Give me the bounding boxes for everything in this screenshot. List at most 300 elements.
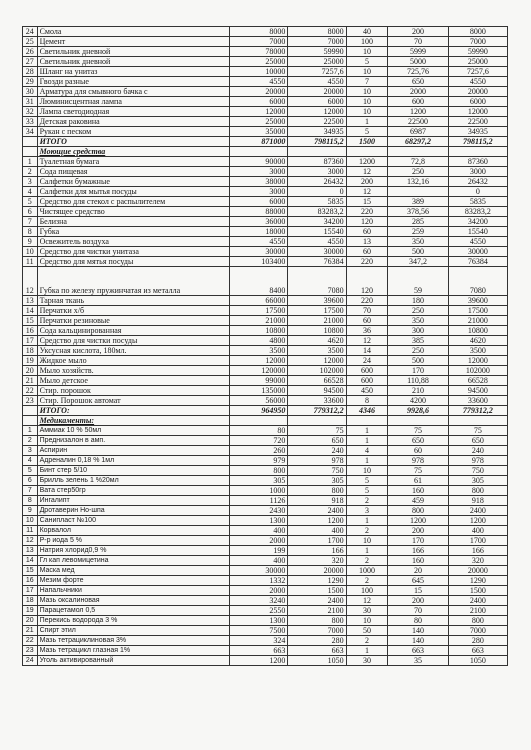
item-name: Уголь активированный: [37, 656, 230, 666]
value-cell: 30: [346, 606, 388, 616]
value-cell: 798115,2: [448, 137, 507, 147]
total-row: [23, 406, 508, 416]
value-cell: 1300: [230, 516, 288, 526]
value-cell: 18000: [230, 227, 288, 237]
value-cell: 12: [346, 187, 388, 197]
value-cell: 2000: [230, 536, 288, 546]
item-name: Маска мед: [37, 566, 230, 576]
value-cell: 6000: [448, 97, 507, 107]
row-number: 30: [23, 87, 38, 97]
table-row: [23, 526, 508, 536]
value-cell: 800: [448, 486, 507, 496]
value-cell: 75: [388, 466, 448, 476]
value-cell: 320: [448, 556, 507, 566]
section-number-cell: [23, 416, 38, 426]
value-cell: 12: [346, 167, 388, 177]
value-cell: 22500: [288, 117, 346, 127]
item-name: ИТОГО: [37, 137, 230, 147]
value-cell: 779312,2: [448, 406, 507, 416]
value-cell: 650: [448, 436, 507, 446]
value-cell: 2: [346, 636, 388, 646]
value-cell: 2100: [448, 606, 507, 616]
table-row: [23, 356, 508, 366]
value-cell: 871000: [230, 137, 288, 147]
value-cell: 6987: [388, 127, 448, 137]
value-cell: 60: [346, 227, 388, 237]
value-cell: 4550: [448, 77, 507, 87]
empty-cell: [346, 147, 388, 157]
value-cell: 20000: [448, 566, 507, 576]
value-cell: 135000: [230, 386, 288, 396]
value-cell: 7000: [230, 37, 288, 47]
item-name: Светильник дневной: [37, 47, 230, 57]
item-name: Санипласт №100: [37, 516, 230, 526]
value-cell: 978: [288, 456, 346, 466]
value-cell: 80: [388, 616, 448, 626]
value-cell: 39600: [448, 296, 507, 306]
row-number: 19: [23, 606, 38, 616]
value-cell: 21000: [448, 316, 507, 326]
value-cell: 800: [388, 506, 448, 516]
value-cell: 33600: [288, 396, 346, 406]
value-cell: 21000: [230, 316, 288, 326]
value-cell: 170: [388, 536, 448, 546]
value-cell: 15: [346, 197, 388, 207]
value-cell: 25000: [230, 57, 288, 67]
value-cell: 6000: [230, 197, 288, 207]
value-cell: 220: [346, 296, 388, 306]
value-cell: 132,16: [388, 177, 448, 187]
row-number: 15: [23, 316, 38, 326]
item-name: Мазь тетрациклиновая 3%: [37, 636, 230, 646]
row-number: 4: [23, 187, 38, 197]
table-row: [23, 626, 508, 636]
item-name: Люминисцентная лампа: [37, 97, 230, 107]
row-number: 15: [23, 566, 38, 576]
value-cell: 90000: [230, 157, 288, 167]
value-cell: 1200: [230, 656, 288, 666]
value-cell: 1: [346, 436, 388, 446]
value-cell: 1332: [230, 576, 288, 586]
item-name: Шланг на унитаз: [37, 67, 230, 77]
item-name: Средство для стекол с распылителем: [37, 197, 230, 207]
value-cell: 1700: [448, 536, 507, 546]
table-row: [23, 566, 508, 576]
row-number: 22: [23, 386, 38, 396]
value-cell: 59990: [448, 47, 507, 57]
value-cell: 8000: [230, 27, 288, 37]
value-cell: 800: [288, 486, 346, 496]
item-name: Арматура для смывного бачка с: [37, 87, 230, 97]
value-cell: 15540: [448, 227, 507, 237]
table-row: [23, 596, 508, 606]
value-cell: 240: [448, 446, 507, 456]
value-cell: 21000: [288, 316, 346, 326]
row-number: 24: [23, 27, 38, 37]
table-row: [23, 57, 508, 67]
value-cell: 30000: [230, 566, 288, 576]
value-cell: 800: [448, 616, 507, 626]
value-cell: 324: [230, 636, 288, 646]
row-number: 9: [23, 506, 38, 516]
row-number: 14: [23, 306, 38, 316]
value-cell: 38000: [230, 177, 288, 187]
table-body: [23, 27, 508, 666]
value-cell: 87360: [448, 157, 507, 167]
item-name: Губка по железу пружинчатая из металла: [37, 267, 230, 296]
value-cell: 3240: [230, 596, 288, 606]
value-cell: 75: [448, 426, 507, 436]
value-cell: 1500: [346, 137, 388, 147]
value-cell: 87360: [288, 157, 346, 167]
value-cell: 68297,2: [388, 137, 448, 147]
table-row: [23, 316, 508, 326]
item-name: Сода кальцинированная: [37, 326, 230, 336]
value-cell: 1200: [448, 516, 507, 526]
value-cell: 10000: [230, 67, 288, 77]
value-cell: 650: [288, 436, 346, 446]
value-cell: 12000: [288, 107, 346, 117]
value-cell: 9928,6: [388, 406, 448, 416]
row-number: 13: [23, 296, 38, 306]
table-row: [23, 257, 508, 267]
value-cell: 200: [346, 177, 388, 187]
value-cell: 12000: [230, 107, 288, 117]
value-cell: 210: [388, 386, 448, 396]
value-cell: 2000: [230, 586, 288, 596]
value-cell: 34200: [448, 217, 507, 227]
table-row: [23, 187, 508, 197]
value-cell: 66528: [448, 376, 507, 386]
item-name: Преднизалон в амп.: [37, 436, 230, 446]
value-cell: 400: [288, 526, 346, 536]
item-name: Уксусная кислота, 180мл.: [37, 346, 230, 356]
value-cell: 20000: [288, 566, 346, 576]
value-cell: 725,76: [388, 67, 448, 77]
value-cell: 60: [388, 446, 448, 456]
table-row: [23, 167, 508, 177]
value-cell: 250: [388, 346, 448, 356]
item-name: Стир. Порошок автомат: [37, 396, 230, 406]
value-cell: 140: [388, 636, 448, 646]
value-cell: 20000: [288, 87, 346, 97]
value-cell: 100: [346, 37, 388, 47]
value-cell: 4550: [288, 237, 346, 247]
value-cell: 7000: [288, 37, 346, 47]
item-name: Тарная ткань: [37, 296, 230, 306]
value-cell: 22500: [388, 117, 448, 127]
item-name: Р-р иода 5 %: [37, 536, 230, 546]
value-cell: 10: [346, 87, 388, 97]
value-cell: 964950: [230, 406, 288, 416]
item-name: Жидкое мыло: [37, 356, 230, 366]
row-number: [23, 406, 38, 416]
table-row: [23, 296, 508, 306]
value-cell: 34935: [288, 127, 346, 137]
value-cell: 50: [346, 626, 388, 636]
value-cell: 12000: [448, 107, 507, 117]
value-cell: 8000: [288, 27, 346, 37]
row-number: 33: [23, 117, 38, 127]
table-row: [23, 336, 508, 346]
value-cell: 1: [346, 546, 388, 556]
value-cell: 1300: [230, 616, 288, 626]
row-number: 16: [23, 576, 38, 586]
table-row: [23, 67, 508, 77]
empty-cell: [388, 147, 448, 157]
value-cell: 1050: [448, 656, 507, 666]
table-row: [23, 177, 508, 187]
table-row: [23, 606, 508, 616]
empty-cell: [288, 416, 346, 426]
row-number: [23, 137, 38, 147]
value-cell: 1: [346, 646, 388, 656]
value-cell: 120000: [230, 366, 288, 376]
row-number: 18: [23, 596, 38, 606]
value-cell: 10800: [230, 326, 288, 336]
value-cell: 720: [230, 436, 288, 446]
value-cell: 5: [346, 57, 388, 67]
row-number: 17: [23, 586, 38, 596]
row-number: 23: [23, 646, 38, 656]
value-cell: 10800: [288, 326, 346, 336]
table-row: [23, 436, 508, 446]
value-cell: 24: [346, 356, 388, 366]
row-number: 12: [23, 267, 38, 296]
inventory-sheet: [22, 26, 508, 666]
empty-cell: [230, 147, 288, 157]
table-row: [23, 157, 508, 167]
value-cell: 7080: [288, 267, 346, 296]
value-cell: 4550: [448, 237, 507, 247]
item-name: Белизна: [37, 217, 230, 227]
value-cell: 33600: [448, 396, 507, 406]
value-cell: 7257,6: [288, 67, 346, 77]
value-cell: 17500: [230, 306, 288, 316]
table-row: [23, 267, 508, 296]
value-cell: 4620: [288, 336, 346, 346]
row-number: 31: [23, 97, 38, 107]
value-cell: 15540: [288, 227, 346, 237]
value-cell: 26432: [448, 177, 507, 187]
value-cell: 663: [448, 646, 507, 656]
value-cell: 779312,2: [288, 406, 346, 416]
table-row: [23, 227, 508, 237]
value-cell: 918: [288, 496, 346, 506]
value-cell: 12000: [288, 356, 346, 366]
row-number: 20: [23, 616, 38, 626]
value-cell: 30000: [230, 247, 288, 257]
value-cell: 7000: [448, 37, 507, 47]
value-cell: 4620: [448, 336, 507, 346]
row-number: 9: [23, 237, 38, 247]
table-row: [23, 247, 508, 257]
value-cell: 4550: [230, 237, 288, 247]
item-name: Гвозди разные: [37, 77, 230, 87]
value-cell: 83283,2: [448, 207, 507, 217]
row-number: 20: [23, 366, 38, 376]
item-name: Мазь оксалиновая: [37, 596, 230, 606]
row-number: 34: [23, 127, 38, 137]
item-name: Корвалол: [37, 526, 230, 536]
value-cell: 1700: [288, 536, 346, 546]
row-number: 26: [23, 47, 38, 57]
value-cell: 120: [346, 217, 388, 227]
item-name: Парацетамол 0,5: [37, 606, 230, 616]
value-cell: 1000: [230, 486, 288, 496]
value-cell: 3000: [448, 167, 507, 177]
value-cell: 798115,2: [288, 137, 346, 147]
value-cell: 2550: [230, 606, 288, 616]
value-cell: 59990: [288, 47, 346, 57]
value-cell: 1000: [346, 566, 388, 576]
value-cell: 35000: [230, 127, 288, 137]
value-cell: 35: [388, 656, 448, 666]
item-name: Средство для мятья посуды: [37, 257, 230, 267]
table-row: [23, 306, 508, 316]
value-cell: 199: [230, 546, 288, 556]
value-cell: 120: [346, 267, 388, 296]
value-cell: 66000: [230, 296, 288, 306]
value-cell: 10: [346, 97, 388, 107]
item-name: Бинт стер 5/10: [37, 466, 230, 476]
row-number: 25: [23, 37, 38, 47]
value-cell: 220: [346, 207, 388, 217]
row-number: 32: [23, 107, 38, 117]
section-number-cell: [23, 147, 38, 157]
value-cell: 6000: [230, 97, 288, 107]
table-row: [23, 217, 508, 227]
value-cell: 1126: [230, 496, 288, 506]
value-cell: 305: [448, 476, 507, 486]
value-cell: 7080: [448, 267, 507, 296]
value-cell: 2: [346, 576, 388, 586]
value-cell: 5835: [288, 197, 346, 207]
row-number: 2: [23, 167, 38, 177]
row-number: 13: [23, 546, 38, 556]
item-name: Туалетная бумага: [37, 157, 230, 167]
value-cell: 600: [388, 97, 448, 107]
value-cell: 30000: [288, 247, 346, 257]
value-cell: 7257,6: [448, 67, 507, 77]
item-name: Перекись водорода 3 %: [37, 616, 230, 626]
value-cell: 30000: [448, 247, 507, 257]
value-cell: 305: [288, 476, 346, 486]
item-name: Губка: [37, 227, 230, 237]
value-cell: 3500: [288, 346, 346, 356]
value-cell: 60: [346, 247, 388, 257]
value-cell: 450: [346, 386, 388, 396]
table-row: [23, 426, 508, 436]
value-cell: 170: [388, 366, 448, 376]
value-cell: 978: [448, 456, 507, 466]
table-row: [23, 197, 508, 207]
row-number: 10: [23, 247, 38, 257]
value-cell: 25000: [230, 117, 288, 127]
value-cell: 160: [388, 556, 448, 566]
value-cell: 20000: [448, 87, 507, 97]
value-cell: 5835: [448, 197, 507, 207]
table-row: [23, 376, 508, 386]
empty-cell: [346, 416, 388, 426]
value-cell: 7: [346, 77, 388, 87]
item-name: Смола: [37, 27, 230, 37]
table-row: [23, 107, 508, 117]
row-number: 2: [23, 436, 38, 446]
value-cell: 25000: [288, 57, 346, 67]
item-name: ИТОГО:: [37, 406, 230, 416]
value-cell: 25000: [448, 57, 507, 67]
table-row: [23, 656, 508, 666]
item-name: Спирт этил: [37, 626, 230, 636]
table-row: [23, 386, 508, 396]
value-cell: 280: [448, 636, 507, 646]
row-number: 6: [23, 476, 38, 486]
value-cell: 350: [388, 237, 448, 247]
empty-cell: [448, 147, 507, 157]
row-number: 3: [23, 177, 38, 187]
table-row: [23, 207, 508, 217]
value-cell: 75: [288, 426, 346, 436]
value-cell: 4550: [288, 77, 346, 87]
value-cell: 600: [346, 376, 388, 386]
row-number: 5: [23, 466, 38, 476]
value-cell: 750: [448, 466, 507, 476]
value-cell: 66528: [288, 376, 346, 386]
section-header-row: [23, 147, 508, 157]
item-name: Вата стер50гр: [37, 486, 230, 496]
value-cell: 100: [346, 586, 388, 596]
item-name: Лампа светодиодная: [37, 107, 230, 117]
value-cell: 400: [448, 526, 507, 536]
item-name: Салфетки для мытья посуды: [37, 187, 230, 197]
value-cell: 2400: [448, 596, 507, 606]
value-cell: 40: [346, 27, 388, 37]
value-cell: 166: [388, 546, 448, 556]
value-cell: 5999: [388, 47, 448, 57]
value-cell: 663: [388, 646, 448, 656]
table-row: [23, 87, 508, 97]
value-cell: 1290: [288, 576, 346, 586]
value-cell: 8: [346, 396, 388, 406]
value-cell: 36: [346, 326, 388, 336]
value-cell: 2400: [448, 506, 507, 516]
value-cell: 7500: [230, 626, 288, 636]
value-cell: 140: [388, 626, 448, 636]
table-row: [23, 496, 508, 506]
value-cell: 1500: [448, 586, 507, 596]
row-number: 28: [23, 67, 38, 77]
row-number: 11: [23, 257, 38, 267]
value-cell: 3000: [288, 167, 346, 177]
value-cell: 0: [448, 187, 507, 197]
value-cell: 259: [388, 227, 448, 237]
value-cell: 2400: [288, 506, 346, 516]
row-number: 7: [23, 486, 38, 496]
row-number: 11: [23, 526, 38, 536]
value-cell: 3000: [230, 167, 288, 177]
inventory-table: [22, 26, 508, 666]
item-name: Перчатки х/б: [37, 306, 230, 316]
table-row: [23, 77, 508, 87]
section-header-row: [23, 416, 508, 426]
item-name: Гл кап левомицетина: [37, 556, 230, 566]
table-row: [23, 456, 508, 466]
item-name: Аспирин: [37, 446, 230, 456]
value-cell: 1200: [288, 516, 346, 526]
value-cell: 10: [346, 616, 388, 626]
value-cell: 7000: [448, 626, 507, 636]
